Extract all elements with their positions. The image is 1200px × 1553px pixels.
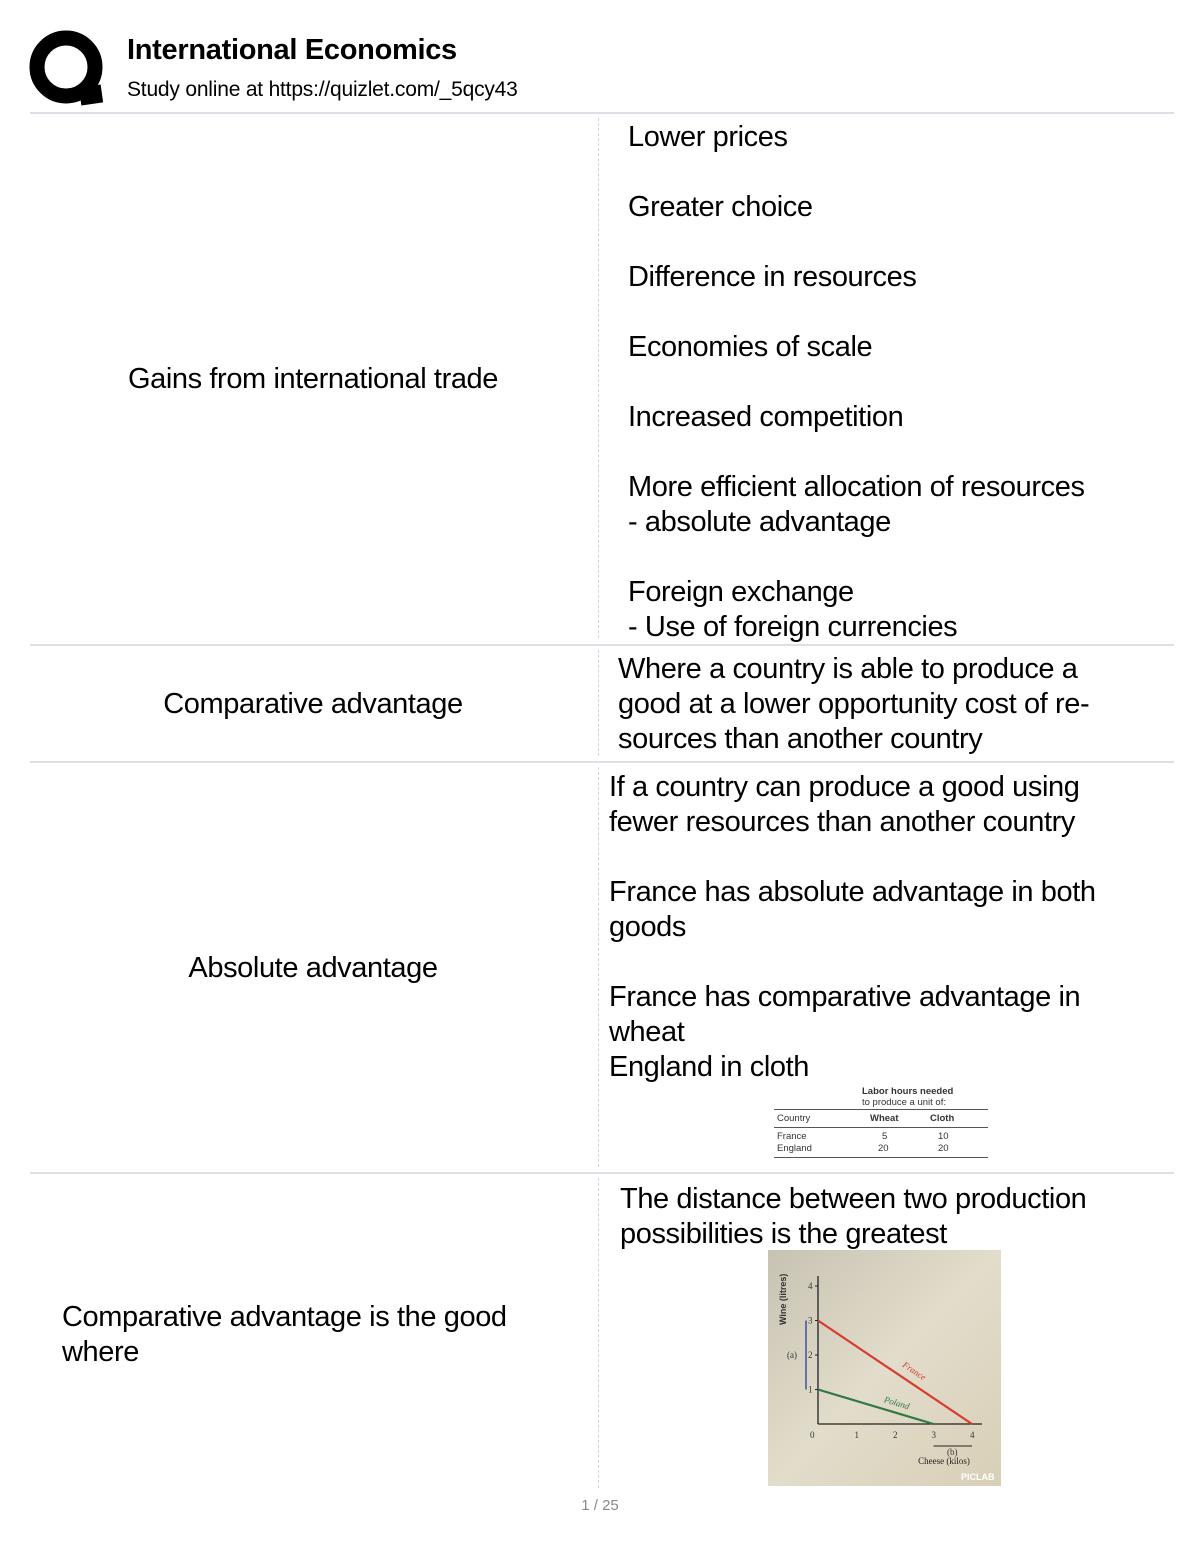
y-axis-label: Wine (litres) <box>778 1273 788 1325</box>
table-cell: 20 <box>878 1143 889 1154</box>
y-tick-label: 4 <box>808 1281 813 1291</box>
table-rule <box>774 1109 988 1110</box>
table-cell: France <box>777 1131 807 1142</box>
table-col-header: Cloth <box>930 1113 955 1124</box>
study-link[interactable]: Study online at https://quizlet.com/_5qcy43 <box>127 78 518 101</box>
x-tick-label: 0 <box>810 1430 815 1440</box>
card-definition: Where a country is able to produce a good at a lower opportunity cost of re- sources than another country <box>618 653 1090 755</box>
table-rule <box>774 1127 988 1128</box>
card-term: Comparative advantage <box>163 688 463 720</box>
card-term: Comparative advantage is the good where <box>62 1301 507 1368</box>
y-tick-label: 1 <box>808 1384 813 1395</box>
chart-background <box>768 1250 1001 1486</box>
table-rule <box>774 1157 988 1158</box>
ppf-chart <box>768 1250 1001 1486</box>
column-divider <box>598 118 599 638</box>
annotation-label: (a) <box>787 1350 797 1360</box>
column-divider <box>598 650 599 756</box>
card-definition: The distance between two production possibilities is the greatest <box>620 1183 1087 1250</box>
card-definition: Lower prices Greater choice Difference in resources Economies of scale Increased competition More efficient allocation of resources - absolute advantage Foreign exchange - Use of foreign currencies <box>628 121 1085 643</box>
card-term: Absolute advantage <box>188 952 438 984</box>
table-header-line: Labor hours needed <box>862 1086 954 1097</box>
table-header-line: to produce a unit of: <box>862 1097 946 1108</box>
series-label: France <box>900 1359 928 1383</box>
row-divider <box>30 1172 1174 1174</box>
card-definition: If a country can produce a good using fewer resources than another country France has absolute advantage in both goods France has comparative advantage in wheat England in cloth <box>609 771 1096 1083</box>
table-col-header: Wheat <box>870 1113 899 1124</box>
series-label: Poland <box>882 1394 911 1412</box>
annotation-label: (b) <box>946 1447 958 1457</box>
labor-hours-table <box>772 1086 992 1164</box>
watermark: PICLAB <box>961 1472 995 1482</box>
x-tick-label: 1 <box>854 1430 859 1440</box>
x-axis-label: Cheese (kilos) <box>918 1456 970 1466</box>
table-col-header: Country <box>777 1113 811 1124</box>
row-divider <box>30 112 1174 114</box>
column-divider <box>598 767 599 1167</box>
card-term: Gains from international trade <box>127 363 499 395</box>
row-divider <box>30 761 1174 763</box>
table-cell: England <box>777 1143 812 1154</box>
document-title: International Economics <box>127 34 457 66</box>
x-tick-label: 4 <box>970 1430 975 1440</box>
x-tick-label: 2 <box>893 1430 898 1440</box>
table-cell: 5 <box>882 1131 888 1142</box>
table-cell: 10 <box>938 1131 949 1142</box>
table-cell: 20 <box>938 1143 949 1154</box>
x-tick-label: 3 <box>931 1430 936 1440</box>
y-tick-label: 3 <box>808 1315 813 1326</box>
quizlet-logo-icon <box>28 30 108 108</box>
y-tick-label: 2 <box>808 1350 813 1360</box>
page-number: 1 / 25 <box>581 1497 619 1514</box>
column-divider <box>598 1178 599 1488</box>
